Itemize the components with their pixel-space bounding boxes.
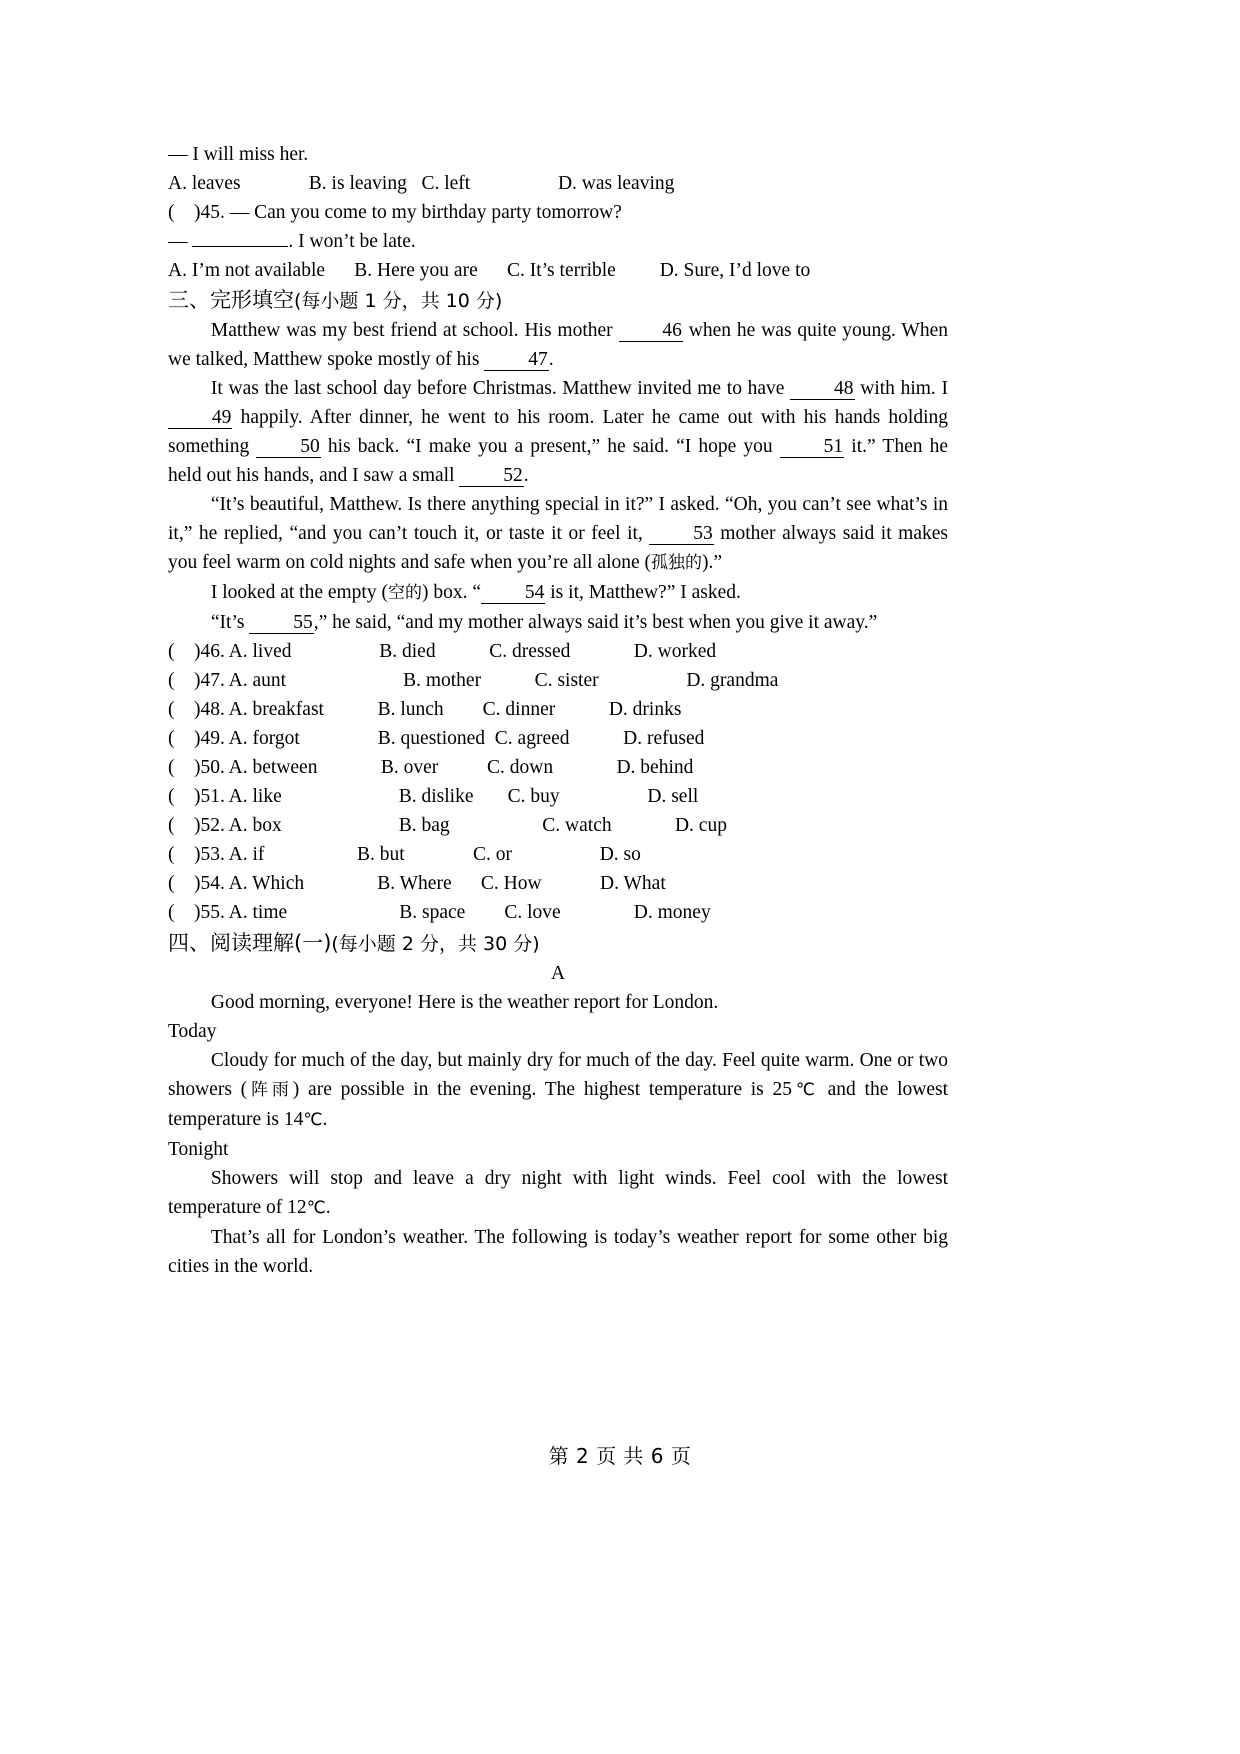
gloss-empty: 空的 bbox=[387, 583, 422, 603]
cloze-text: it.” Then he held out his hands, and I saw a small bbox=[168, 436, 948, 486]
section-three-heading bbox=[168, 285, 948, 316]
degree-celsius-low: ℃ bbox=[303, 1110, 323, 1130]
cloze-option-row-51[interactable]: ( )51. A. like B. dislike C. buy D. sell bbox=[168, 786, 699, 807]
cloze-text: . bbox=[523, 465, 529, 486]
cloze-blank-49[interactable]: 49 bbox=[168, 408, 232, 429]
exam-page-content bbox=[168, 140, 948, 1281]
cloze-blank-47[interactable]: 47 bbox=[484, 350, 548, 371]
cloze-option-row-55[interactable]: ( )55. A. time B. space C. love D. money bbox=[168, 902, 711, 923]
section-three-title: 完形填空 bbox=[210, 288, 294, 312]
cloze-blank-50[interactable]: 50 bbox=[256, 437, 320, 458]
cloze-text: his back. “I make you a present,” he said. “I hope you bbox=[320, 436, 780, 457]
cloze-paragraph-5 bbox=[168, 608, 948, 637]
cloze-text: “It’s bbox=[210, 612, 250, 633]
cloze-blank-46[interactable]: 46 bbox=[619, 321, 683, 342]
q45-answer-line bbox=[168, 227, 948, 256]
cloze-blank-54[interactable]: 54 bbox=[481, 583, 545, 604]
cloze-option-row-50[interactable]: ( )50. A. between B. over C. down D. behind bbox=[168, 757, 694, 778]
cloze-text: I looked at the empty ( bbox=[210, 582, 388, 603]
cloze-text: ) box. “ bbox=[421, 582, 481, 603]
tonight-forecast bbox=[168, 1164, 948, 1223]
cloze-paragraph-2 bbox=[168, 374, 948, 490]
cloze-blank-53[interactable]: 53 bbox=[649, 524, 713, 545]
gloss-lonely: 孤独的 bbox=[651, 553, 703, 573]
cloze-text: Matthew was my best friend at school. His mother bbox=[210, 320, 619, 341]
cloze-text: with him. I bbox=[854, 378, 948, 399]
cloze-text: when he was quite young. When we talked, Matthew spoke mostly of his bbox=[168, 320, 948, 370]
q45-stem: ( )45. — Can you come to my birthday party tomorrow? bbox=[168, 202, 622, 223]
page-footer: 第 2 页 共 6 页 bbox=[548, 1444, 692, 1468]
cloze-option-row-46[interactable]: ( )46. A. lived B. died C. dressed D. worked bbox=[168, 641, 717, 662]
tonight-text: Showers will stop and leave a dry night with light winds. Feel cool with the lowest temperature of 12 bbox=[168, 1168, 948, 1218]
q45-answer-suffix: . I won’t be late. bbox=[288, 231, 416, 252]
cloze-option-row-48[interactable]: ( )48. A. breakfast B. lunch C. dinner D. drinks bbox=[168, 699, 682, 720]
cloze-text: ,” he said, “and my mother always said it’s best when you give it away.” bbox=[313, 612, 878, 633]
q45-answer-blank[interactable] bbox=[192, 227, 288, 247]
q45-options: A. I’m not available B. Here you are C. It’s terrible D. Sure, I’d love to bbox=[168, 260, 811, 281]
weather-intro: Good morning, everyone! Here is the weather report for London. bbox=[210, 992, 719, 1013]
today-text: and the lowest temperature is 14 bbox=[168, 1079, 949, 1130]
cloze-text: It was the last school day before Christmas. Matthew invited me to have bbox=[210, 378, 791, 399]
degree-celsius-high: ℃ bbox=[792, 1080, 819, 1100]
today-text: ) are possible in the evening. The highest temperature is 25 bbox=[292, 1079, 793, 1100]
cloze-blank-55[interactable]: 55 bbox=[249, 613, 313, 634]
cloze-text: is it, Matthew?” I asked. bbox=[545, 582, 741, 603]
tonight-label: Tonight bbox=[168, 1139, 229, 1160]
section-four-index: 四、 bbox=[168, 931, 210, 955]
today-text: . bbox=[322, 1109, 328, 1130]
cloze-option-row-52[interactable]: ( )52. A. box B. bag C. watch D. cup bbox=[168, 815, 727, 836]
cloze-option-row-53[interactable]: ( )53. A. if B. but C. or D. so bbox=[168, 844, 641, 865]
today-text: Cloudy for much of the day, but mainly dry for much of the day. Feel quite warm. One or two showers ( bbox=[168, 1050, 948, 1100]
cloze-blank-52[interactable]: 52 bbox=[459, 466, 523, 487]
cloze-option-row-49[interactable]: ( )49. A. forgot B. questioned C. agreed D. refused bbox=[168, 728, 705, 749]
cloze-blank-51[interactable]: 51 bbox=[780, 437, 844, 458]
section-three-score: (每小题 1 分，共 10 分) bbox=[294, 290, 503, 312]
passage-label-a: A bbox=[550, 963, 566, 984]
cloze-blank-48[interactable]: 48 bbox=[790, 379, 854, 400]
cloze-text: “It’s beautiful, Matthew. Is there anything special in it?” I asked. “Oh, you can’t see what’s in it,” he replied, “and you can’t touch it, or taste it or feel it, bbox=[168, 494, 948, 544]
today-forecast bbox=[168, 1046, 948, 1135]
section-four-score: (每小题 2 分，共 30 分) bbox=[331, 933, 540, 955]
weather-closing: That’s all for London’s weather. The following is today’s weather report for some other big cities in the world. bbox=[168, 1227, 948, 1277]
tonight-text: . bbox=[325, 1197, 331, 1218]
cloze-paragraph-3 bbox=[168, 490, 948, 578]
cloze-text: . bbox=[548, 349, 554, 370]
section-three-index: 三、 bbox=[168, 288, 210, 312]
q45-dash: — bbox=[168, 231, 193, 252]
section-four-heading bbox=[168, 928, 948, 959]
cloze-text: happily. After dinner, he went to his room. Later he came out with his hands holding something bbox=[168, 407, 948, 457]
degree-celsius-tonight: ℃ bbox=[306, 1198, 326, 1218]
q44-options: A. leaves B. is leaving C. left D. was leaving bbox=[168, 173, 675, 194]
cloze-text: mother always said it makes you feel warm on cold nights and safe when you’re all alone ( bbox=[168, 523, 948, 573]
section-four-title: 阅读理解(一) bbox=[210, 931, 332, 955]
cloze-paragraph-4 bbox=[168, 578, 948, 608]
gloss-showers: 阵雨 bbox=[247, 1080, 293, 1100]
cloze-option-row-54[interactable]: ( )54. A. Which B. Where C. How D. What bbox=[168, 873, 666, 894]
today-label: Today bbox=[168, 1021, 217, 1042]
cloze-paragraph-1 bbox=[168, 316, 948, 374]
cloze-option-row-47[interactable]: ( )47. A. aunt B. mother C. sister D. grandma bbox=[168, 670, 779, 691]
q44-stem-tail: — I will miss her. bbox=[168, 144, 309, 165]
cloze-text: ).” bbox=[702, 552, 723, 573]
